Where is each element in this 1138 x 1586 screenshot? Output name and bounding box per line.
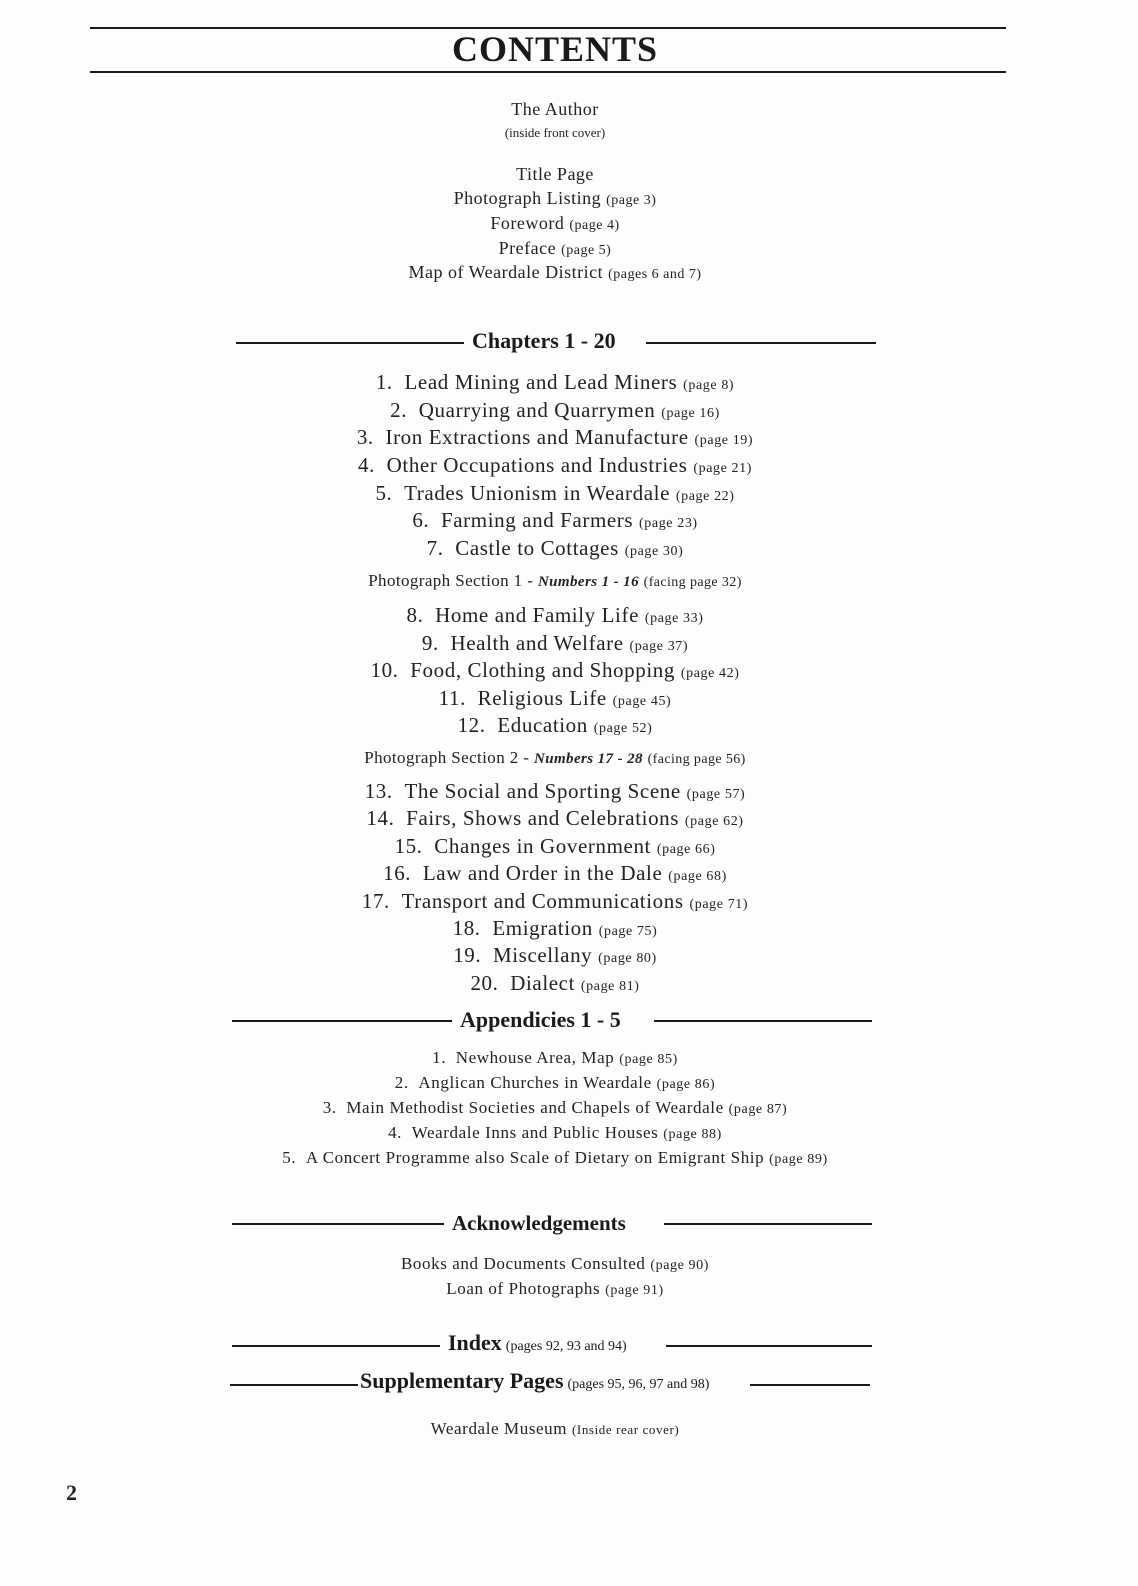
index-rule-left [232, 1345, 440, 1347]
chapter-entry: 5. Trades Unionism in Weardale (page 22) [375, 481, 735, 505]
front-matter-item: Map of Weardale District (pages 6 and 7) [408, 262, 702, 282]
acknowledgement-entry: Books and Documents Consulted (page 90) [400, 1254, 710, 1273]
chapter-entry: 4. Other Occupations and Industries (page 21) [357, 453, 753, 477]
appendices-rule-left [232, 1020, 452, 1022]
chapter-entry: 10. Food, Clothing and Shopping (page 42) [370, 658, 740, 682]
index-heading: Index (pages 92, 93 and 94) [448, 1330, 627, 1355]
chapter-entry: 18. Emigration (page 75) [452, 916, 658, 940]
appendix-entry: 5. A Concert Programme also Scale of Dietary on Emigrant Ship (page 89) [282, 1148, 828, 1167]
chapter-entry: 11. Religious Life (page 45) [438, 686, 672, 710]
page-title: CONTENTS [451, 29, 659, 69]
museum-entry: Weardale Museum (Inside rear cover) [430, 1419, 680, 1438]
chapters-rule-left [236, 342, 464, 344]
acknowledgement-entry: Loan of Photographs (page 91) [446, 1279, 664, 1298]
chapter-entry: 3. Iron Extractions and Manufacture (page 19) [356, 425, 754, 449]
photo-section-2: Photograph Section 2 - Numbers 17 - 28 (facing page 56) [364, 748, 746, 767]
acknowledgements-rule-right [664, 1223, 872, 1225]
acknowledgements-rule-left [232, 1223, 444, 1225]
appendix-entry: 1. Newhouse Area, Map (page 85) [432, 1048, 678, 1067]
front-matter-item: Title Page [516, 164, 594, 184]
appendix-entry: 2. Anglican Churches in Weardale (page 86) [394, 1073, 716, 1092]
appendix-entry: 3. Main Methodist Societies and Chapels of Weardale (page 87) [322, 1098, 788, 1117]
page-number: 2 [66, 1480, 77, 1505]
chapter-entry: 15. Changes in Government (page 66) [394, 834, 716, 858]
chapter-entry: 13. The Social and Sporting Scene (page 57) [364, 779, 746, 803]
chapter-entry: 6. Farming and Farmers (page 23) [412, 508, 698, 532]
appendices-rule-right [654, 1020, 872, 1022]
chapters-heading: Chapters 1 - 20 [472, 328, 616, 353]
chapter-entry: 8. Home and Family Life (page 33) [406, 603, 704, 627]
author-entry: The Author [511, 99, 599, 119]
supplementary-rule-right [750, 1384, 870, 1386]
chapter-entry: 17. Transport and Communications (page 71) [361, 889, 749, 913]
chapters-rule-right [646, 342, 876, 344]
chapter-entry: 16. Law and Order in the Dale (page 68) [383, 861, 727, 885]
chapter-entry: 2. Quarrying and Quarrymen (page 16) [390, 398, 720, 422]
author-note: (inside front cover) [504, 125, 606, 140]
supplementary-rule-left [230, 1384, 358, 1386]
front-matter-item: Foreword (page 4) [490, 213, 620, 233]
chapter-entry: 1. Lead Mining and Lead Miners (page 8) [375, 370, 735, 394]
supplementary-heading: Supplementary Pages (pages 95, 96, 97 and 98) [360, 1368, 710, 1393]
appendices-heading: Appendicies 1 - 5 [460, 1007, 621, 1032]
index-rule-right [666, 1345, 872, 1347]
front-matter-item: Photograph Listing (page 3) [453, 188, 657, 208]
acknowledgements-heading: Acknowledgements [452, 1211, 626, 1235]
chapter-entry: 14. Fairs, Shows and Celebrations (page 62) [366, 806, 744, 830]
chapter-entry: 20. Dialect (page 81) [470, 971, 640, 995]
title-bottom-rule [90, 71, 1006, 73]
photo-section-1: Photograph Section 1 - Numbers 1 - 16 (facing page 32) [368, 571, 742, 590]
front-matter-item: Preface (page 5) [498, 238, 612, 258]
chapter-entry: 9. Health and Welfare (page 37) [421, 631, 689, 655]
appendix-entry: 4. Weardale Inns and Public Houses (page 88) [388, 1123, 722, 1142]
chapter-entry: 7. Castle to Cottages (page 30) [426, 536, 684, 560]
chapter-entry: 12. Education (page 52) [457, 713, 653, 737]
chapter-entry: 19. Miscellany (page 80) [453, 943, 657, 967]
